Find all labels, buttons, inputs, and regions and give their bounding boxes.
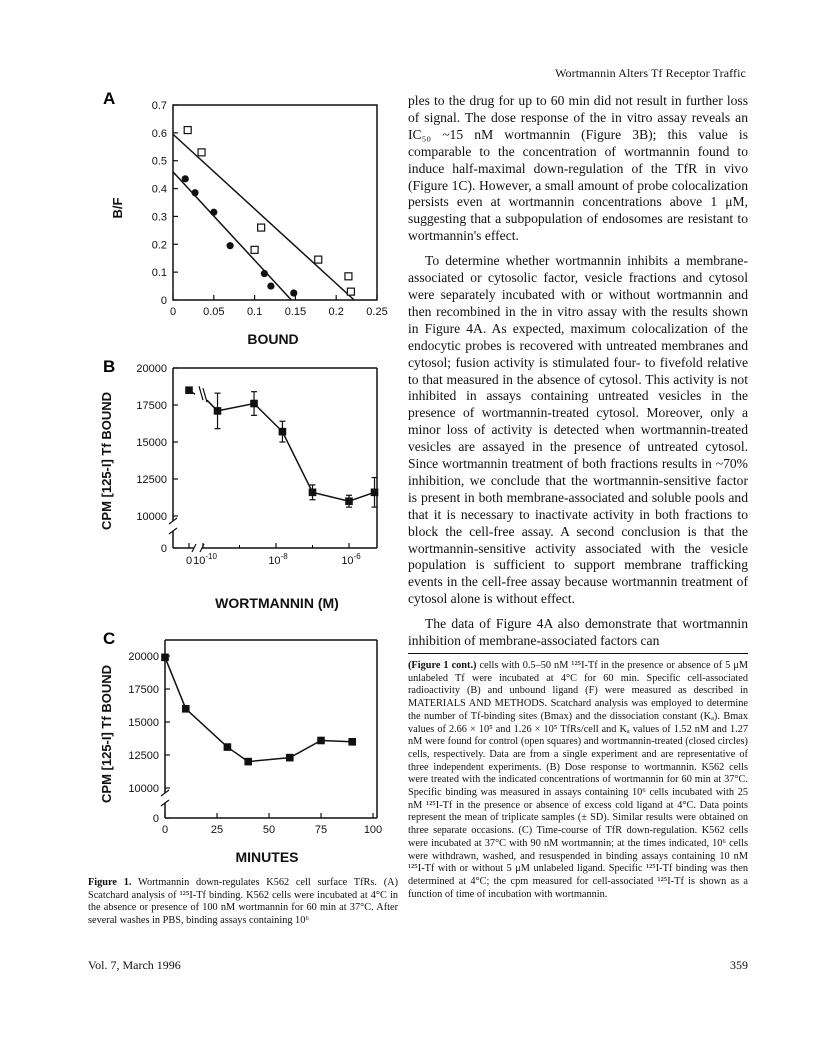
y-tick-label: 15000: [128, 717, 159, 729]
filled-square-marker: [224, 743, 232, 751]
open-square-marker: [198, 149, 205, 156]
filled-square-marker: [182, 705, 190, 713]
filled-square-marker: [286, 754, 294, 762]
open-square-marker: [258, 224, 265, 231]
y-tick-label: 10000: [128, 783, 159, 795]
filled-circle-marker: [182, 175, 189, 182]
body-paragraph: The data of Figure 4A also demonstrate that wortmannin inhibition of membrane-associated factors can: [408, 616, 748, 649]
x-tick-label: 0.1: [246, 306, 263, 318]
y-tick-label: 20000: [136, 363, 167, 375]
panel-b-letter: B: [103, 357, 116, 376]
y-tick-label: 0.3: [151, 211, 167, 224]
x-tick-exponent: -8: [280, 552, 288, 561]
panel-c-xlabel: MINUTES: [235, 849, 299, 865]
y-tick-label: 0.7: [151, 100, 167, 112]
x-tick-label: 0: [185, 555, 193, 567]
y-tick-label: 0.4: [151, 183, 167, 196]
x-tick-exponent: -6: [353, 552, 361, 561]
y-tick-label: 17500: [128, 684, 159, 696]
footer-journal: Vol. 7, March 1996: [88, 958, 181, 972]
filled-circle-marker: [261, 270, 268, 277]
fit-line: [173, 172, 291, 300]
y-tick-label: 0: [160, 295, 167, 307]
filled-circle-marker: [290, 289, 297, 296]
x-tick-label: 75: [314, 824, 328, 836]
filled-circle-marker: [267, 282, 274, 289]
filled-circle-marker: [210, 209, 217, 216]
y-tick-label: 20000: [128, 651, 159, 663]
filled-square-marker: [279, 428, 287, 436]
y-tick-label: 0.5: [151, 155, 167, 168]
filled-square-marker: [345, 497, 353, 505]
x-tick-label: 0.05: [203, 306, 225, 318]
figure-caption: [88, 877, 398, 928]
open-square-marker: [184, 127, 191, 134]
panel-c: [99, 629, 382, 865]
x-tick-label: 0: [161, 824, 169, 836]
y-tick-label: 0: [160, 543, 167, 555]
panel-a-letter: A: [103, 89, 116, 108]
y-tick-label: 12500: [136, 474, 167, 486]
x-tick-label: 100: [363, 824, 383, 836]
y-tick-label: 17500: [136, 400, 167, 412]
open-square-marker: [345, 273, 352, 280]
panel-a-frame: [173, 105, 377, 300]
legend-lead: (Figure 1 cont.): [408, 660, 477, 671]
y-tick-label: 0.2: [151, 239, 167, 252]
panel-b-xlabel: WORTMANNIN (M): [215, 595, 339, 611]
x-tick-label: $10^{-6}$: [341, 552, 361, 567]
legend-text: cells with 0.5–50 nM ¹²⁵I-Tf in the presence or absence of 5 μM unlabeled Tf were incubated at 4°C for 60 min. Specific cell-associated radioactivity (B) and unbound ligand (F) were measured as described in MATERIALS AND METHODS. Scatchard analysis was employed to determine the number of Tf-binding sites (Bmax) and the dissociation constant (Kₐ). Bmax values of 2.66 × 10⁵ and 1.26 × 10⁵ TfRs/cell and Kₐ values of 1.52 nM and 1.27 nM were found for control (open squares) and wortmannin-treated (closed circles) cells, respectively. Data are from a single experiment and are representative of three independent experiments. (B) Dose response to wortmannin. K562 cells were treated with the indicated concentrations of wortmannin for 60 min at 37°C. Specific binding was measured in assays containing 10⁶ cells incubated with 25 nM ¹²⁵I-Tf in the presence or absence of excess cold ligand at 4°C. Data points represent the mean of triplicate samples (± SD). Similar results were obtained on three separate occasions. (C) Time-course of TfR down-regulation. K562 cells were incubated at 37°C with 90 nM wortmannin; at the times indicated, 10⁶ cells were withdrawn, washed, and resuspended in binding assays containing 10 nM ¹²⁵I-Tf with or without 5 μM unlabeled ligand. Specific ¹²⁵I-Tf binding was then determined at 4°C; the cpm measured for cell-associated ¹²⁵I-Tf is shown as a function of time of incubation with wortmannin.: [408, 660, 748, 900]
filled-square-marker: [309, 489, 317, 497]
x-tick-label: 0.15: [284, 306, 307, 318]
y-tick-label: 15000: [136, 437, 167, 449]
x-tick-label: 50: [262, 824, 276, 836]
y-tick-label: 10000: [136, 511, 167, 523]
x-tick-label: 0: [169, 306, 177, 318]
panel-b: [99, 357, 378, 611]
y-tick-label: 0.1: [151, 267, 167, 280]
filled-square-marker: [214, 407, 222, 415]
filled-square-marker: [317, 737, 325, 745]
filled-square-marker: [161, 654, 169, 662]
panel-c-letter: C: [103, 629, 116, 648]
data-line-break: [203, 388, 207, 402]
page-number: 359: [730, 958, 748, 972]
x-tick-label: 25: [210, 824, 224, 836]
panel-b-ylabel: CPM [125-I] Tf BOUND: [99, 392, 114, 530]
open-square-marker: [251, 246, 258, 253]
x-tick-label: $10^{-8}$: [268, 552, 288, 567]
body-paragraph: ples to the drug for up to 60 min did not result in further loss of signal. The dose response of the in vitro assay reveals an IC₅₀ ~15 nM wortmannin (Figure 3B); this value is comparable to the concentration of wortmannin found to induce half-maximal down-regulation of the TfR in vivo (Figure 1C). However, a small amount of probe colocalization persists even at wortmannin concentrations above 1 μM, suggesting that a subpopulation of endosomes are resistant to wortmannin's effect.: [408, 93, 748, 244]
x-tick-exponent: -10: [205, 552, 217, 561]
figure-legend-continued: [408, 653, 748, 901]
x-tick-label: 0.2: [328, 306, 344, 318]
y-tick-label: 0: [152, 813, 159, 825]
data-line: [218, 404, 375, 502]
open-square-marker: [315, 256, 322, 263]
data-line-break: [199, 386, 203, 400]
y-tick-label: 12500: [128, 750, 159, 762]
panel-a-ylabel: B/F: [110, 197, 125, 219]
panel-c-ylabel: CPM [125-I] Tf BOUND: [99, 665, 114, 803]
running-head: Wortmannin Alters Tf Receptor Traffic: [555, 66, 746, 80]
filled-square-marker: [371, 489, 379, 497]
open-square-marker: [347, 288, 354, 295]
filled-square-marker: [250, 400, 258, 408]
filled-square-marker: [185, 386, 193, 394]
x-tick-label: 0.25: [366, 306, 388, 318]
panel-a-xlabel: BOUND: [247, 331, 299, 347]
body-paragraph: To determine whether wortmannin inhibits a membrane-associated or cytosolic factor, vesicle fractions and cytosol were separately incubated with or without wortmannin and then recombined in the in vitro assay with the results shown in Figure 4A. As expected, maximum colocalization of the endocytic probes is recovered with untreated membranes and cytosol; fusion activity is stimulated four- to fivefold relative to that measured in the absence of cytosol. This activity is not inhibited in assays containing untreated vesicles in the presence of wortmannin-treated cytosol. Moreover, only a minor loss of activity is detected when wortmannin-treated vesicles are assayed in the presence of untreated cytosol. Since wortmannin treatment of both fractions results in ~70% inhibition, we conclude that the wortmannin-sensitive factor is present in both membrane-associated and soluble pools and that it is necessary to inactivate activity in both fractions to block the cell-free assay. A second conclusion is that the wortmannin-sensitive activity associated with the vesicle population is sufficient to support membrane trafficking events in the cell-free assay because wortmannin treatment of cytosol alone is without effect.: [408, 253, 748, 607]
body-text: [408, 93, 748, 650]
data-line: [165, 657, 352, 761]
caption-lead: Figure 1.: [88, 877, 132, 888]
caption-text: Wortmannin down-regulates K562 cell surface TfRs. (A) Scatchard analysis of ¹²⁵I-Tf binding. K562 cells were incubated at 4°C in the absence or presence of 100 nM wortmannin for 60 min at 37°C. After several washes in PBS, binding assays containing 10⁶: [88, 877, 399, 927]
y-tick-label: 0.6: [151, 127, 167, 140]
filled-square-marker: [244, 758, 252, 766]
filled-circle-marker: [227, 242, 234, 249]
x-tick-label: $10^{-10}$: [193, 552, 217, 567]
figure-1: [95, 88, 395, 868]
filled-circle-marker: [191, 189, 198, 196]
filled-square-marker: [348, 738, 356, 746]
panel-a: [103, 89, 388, 347]
